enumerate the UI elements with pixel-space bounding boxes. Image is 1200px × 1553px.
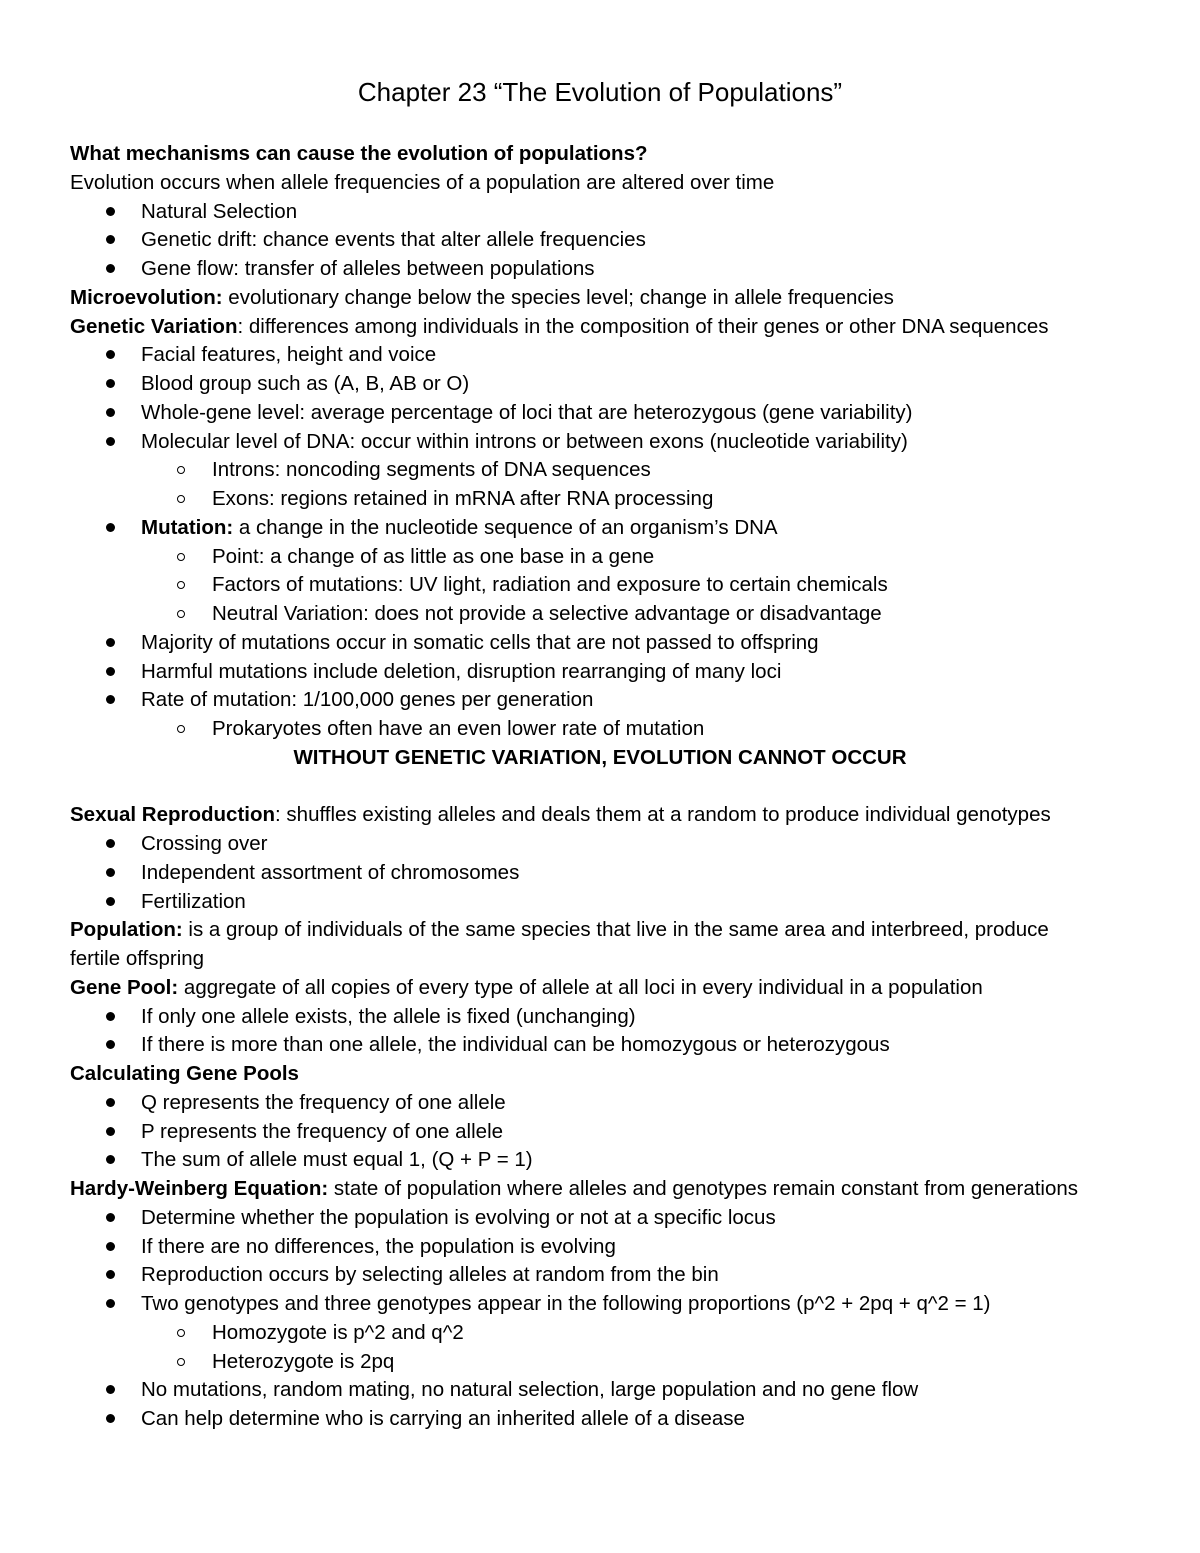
bullet-dot-icon [106, 379, 115, 388]
bullet-item: Independent assortment of chromosomes [141, 860, 520, 884]
bullet-dot-icon [106, 1299, 115, 1308]
emphasis-line: WITHOUT GENETIC VARIATION, EVOLUTION CANNOT OCCUR [293, 745, 907, 769]
definition-text: evolutionary change below the species level; change in allele frequencies [222, 285, 894, 309]
sub-bullet-item: Introns: noncoding segments of DNA sequences [212, 458, 651, 482]
bullet-item: Reproduction occurs by selecting alleles at random from the bin [141, 1263, 719, 1287]
bullet-dot-icon [106, 1012, 115, 1021]
bullet-item: Can help determine who is carrying an inherited allele of a disease [141, 1407, 745, 1430]
bullet-item: Fertilization [141, 889, 246, 913]
bullet-dot-icon [106, 437, 115, 446]
section-heading: What mechanisms can cause the evolution of populations? [70, 142, 648, 165]
bullet-item: Whole-gene level: average percentage of loci that are heterozygous (gene variability) [141, 400, 913, 424]
bullet-dot-icon [106, 1270, 115, 1279]
page-title: Chapter 23 “The Evolution of Populations” [357, 77, 843, 107]
bullet-dot-icon [106, 1242, 115, 1251]
bullet-dot-icon [106, 408, 115, 417]
bullet-dot-icon [106, 523, 115, 532]
bullet-dot-icon [106, 638, 115, 647]
term-label: Hardy-Weinberg Equation: [70, 1177, 329, 1200]
bullet-item: If only one allele exists, the allele is fixed (unchanging) [141, 1004, 636, 1028]
bullet-dot-icon [106, 1213, 115, 1222]
term-label: Genetic Variation [70, 314, 238, 338]
bullet-item: Q represents the frequency of one allele [141, 1090, 506, 1114]
circle-bullet-icon [177, 725, 185, 733]
term-definition [70, 1174, 1078, 1203]
circle-bullet-icon [177, 466, 185, 474]
bullet-item: Determine whether the population is evolving or not at a specific locus [141, 1205, 776, 1229]
sub-bullet-item: Neutral Variation: does not provide a selective advantage or disadvantage [212, 602, 882, 625]
circle-bullet-icon [177, 495, 185, 503]
bullet-item: Crossing over [141, 832, 268, 855]
circle-bullet-icon [177, 610, 185, 618]
definition-text: : differences among individuals in the composition of their genes or other DNA sequences [237, 314, 1049, 338]
term-definition [70, 915, 1049, 944]
definition-text: aggregate of all copies of every type of allele at all loci in every individual in a population [178, 975, 983, 999]
bullet-dot-icon [106, 350, 115, 359]
bullet-dot-icon [106, 667, 115, 676]
bullet-item: Gene flow: transfer of alleles between populations [141, 257, 595, 280]
term-label: Mutation: [141, 515, 234, 539]
term-definition [70, 283, 894, 312]
bullet-item: The sum of allele must equal 1, (Q + P = 1) [141, 1148, 533, 1172]
bullet-item: Rate of mutation: 1/100,000 genes per generation [141, 688, 594, 712]
sub-bullet-item: Heterozygote is 2pq [212, 1349, 395, 1373]
section-heading: Calculating Gene Pools [70, 1062, 299, 1085]
bullet-item [141, 513, 778, 542]
paragraph-line: fertile offspring [70, 947, 205, 970]
term-label: Microevolution: [70, 285, 223, 309]
bullet-item: Molecular level of DNA: occur within introns or between exons (nucleotide variability) [141, 429, 908, 453]
bullet-item: Natural Selection [141, 199, 298, 223]
term-definition [70, 973, 983, 1002]
bullet-dot-icon [106, 207, 115, 216]
paragraph-line: Evolution occurs when allele frequencies of a population are altered over time [70, 170, 775, 194]
bullet-dot-icon [106, 235, 115, 244]
sub-bullet-item: Point: a change of as little as one base in a gene [212, 544, 655, 568]
definition-text: a change in the nucleotide sequence of an organism’s DNA [233, 515, 778, 539]
bullet-item: P represents the frequency of one allele [141, 1119, 504, 1143]
bullet-item: Facial features, height and voice [141, 343, 437, 367]
bullet-item: If there are no differences, the population is evolving [141, 1234, 616, 1258]
sub-bullet-item: Homozygote is p^2 and q^2 [212, 1320, 464, 1344]
bullet-item: Majority of mutations occur in somatic cells that are not passed to offspring [141, 630, 819, 654]
bullet-item: If there is more than one allele, the individual can be homozygous or heterozygous [141, 1033, 890, 1057]
bullet-item: Blood group such as (A, B, AB or O) [141, 372, 470, 395]
bullet-dot-icon [106, 1127, 115, 1136]
term-label: Sexual Reproduction [70, 803, 276, 827]
bullet-dot-icon [106, 839, 115, 848]
bullet-item: Two genotypes and three genotypes appear in the following proportions (p^2 + 2pq + q^2 = 1) [141, 1292, 991, 1315]
bullet-item: No mutations, random mating, no natural selection, large population and no gene flow [141, 1378, 919, 1402]
circle-bullet-icon [177, 553, 185, 561]
bullet-dot-icon [106, 1040, 115, 1049]
bullet-item: Genetic drift: chance events that alter allele frequencies [141, 228, 646, 252]
definition-text: : shuffles existing alleles and deals them at a random to produce individual genotypes [275, 803, 1051, 827]
bullet-dot-icon [106, 264, 115, 273]
definition-text: is a group of individuals of the same species that live in the same area and interbreed, produce [182, 918, 1049, 942]
circle-bullet-icon [177, 1329, 185, 1337]
circle-bullet-icon [177, 581, 185, 589]
sub-bullet-item: Factors of mutations: UV light, radiation and exposure to certain chemicals [212, 573, 888, 597]
bullet-dot-icon [106, 1155, 115, 1164]
bullet-dot-icon [106, 868, 115, 877]
term-label: Population: [70, 918, 183, 942]
bullet-dot-icon [106, 1098, 115, 1107]
definition-text: state of population where alleles and genotypes remain constant from generations [328, 1177, 1079, 1200]
bullet-dot-icon [106, 695, 115, 704]
bullet-dot-icon [106, 1385, 115, 1394]
bullet-dot-icon [106, 897, 115, 906]
bullet-dot-icon [106, 1414, 115, 1423]
bullet-item: Harmful mutations include deletion, disruption rearranging of many loci [141, 659, 782, 683]
term-definition [70, 800, 1051, 829]
sub-bullet-item: Exons: regions retained in mRNA after RNA processing [212, 487, 714, 510]
term-definition [70, 312, 1048, 341]
sub-bullet-item: Prokaryotes often have an even lower rate of mutation [212, 717, 705, 740]
term-label: Gene Pool: [70, 975, 179, 999]
circle-bullet-icon [177, 1358, 185, 1366]
